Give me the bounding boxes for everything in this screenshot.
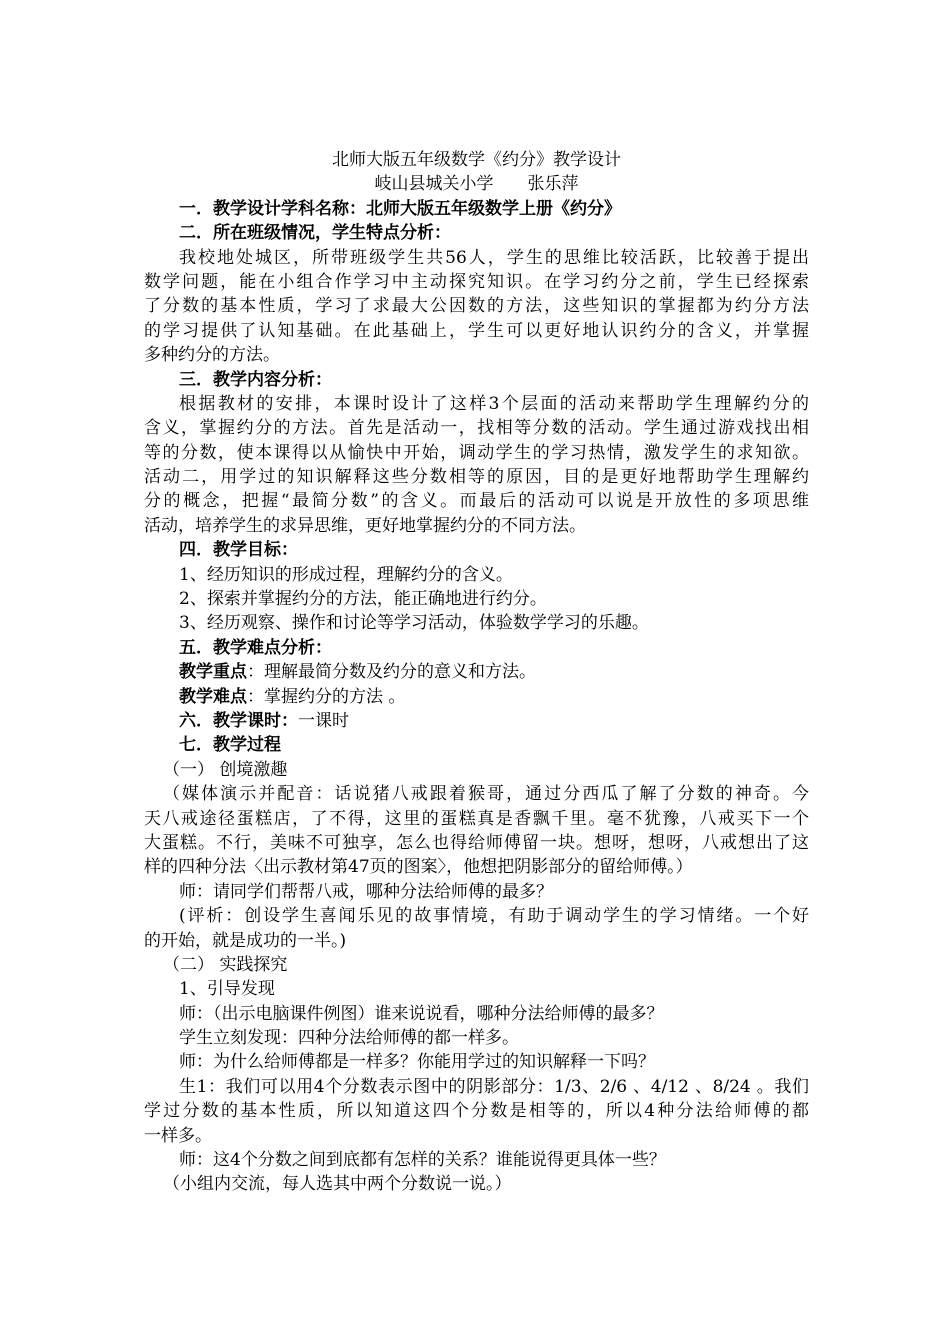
paragraph-line: 活动二，用学过的知识解释这些分数相等的原因，目的是更好地帮助学生理解约: [144, 467, 809, 488]
teacher-question: 师：请同学们帮帮八戒，哪种分法给师傅的最多？: [179, 881, 553, 902]
goal-item: 3、经历观察、操作和讨论等学习活动，体验数学学习的乐趣。: [179, 613, 649, 634]
section-6-line: [144, 709, 809, 733]
teacher-question: 师：这4个分数之间到底都有怎样的关系？谁能说得更具体一些？: [179, 1150, 666, 1171]
document-title: 北师大版五年级数学《约分》教学设计: [332, 150, 621, 170]
paragraph-line: 分的概念，把握“最简分数”的含义。而最后的活动可以说是开放性的多项思维: [144, 491, 809, 512]
goal-item: 2、探索并掌握约分的方法，能正确地进行约分。: [179, 589, 547, 610]
key-point-text: ：理解最简分数及约分的意义和方法。: [247, 662, 536, 683]
paragraph-line: 天八戒途径蛋糕店，了不得，这里的蛋糕真是香飘千里。毫不犹豫，八戒买下一个: [144, 808, 809, 829]
section-2-paragraph: [144, 246, 809, 368]
paragraph-line: 含义，掌握约分的方法。首先是活动一，找相等分数的活动。学生通过游戏找出相: [144, 418, 809, 439]
paragraph-line: (评析：创设学生喜闻乐见的故事情境，有助于调动学生的学习情绪。一个好: [179, 906, 809, 927]
key-point-line: [144, 660, 809, 684]
key-point-label: 教学重点: [179, 662, 247, 683]
media-paragraph: [144, 782, 809, 880]
paragraph-line: （媒体演示并配音：话说猪八戒跟着猴哥，通过分西瓜了解了分数的神奇。今: [163, 784, 809, 805]
paragraph-line: 数学问题，能在小组合作学习中主动探究知识。在学习约分之前，学生已经探索: [144, 271, 809, 292]
document-page: [144, 148, 809, 1197]
student-answer-paragraph: [144, 1075, 809, 1148]
paragraph-line: 的学习提供了认知基础。在此基础上，学生可以更好地认识约分的含义，并掌握: [144, 320, 809, 341]
comment-paragraph: [144, 904, 809, 953]
section-5-heading: 五．教学难点分析：: [179, 637, 332, 658]
paragraph-line: 样的四种分法〈出示教材第47页的图案〉，他想把阴影部分的留给师傅。）: [144, 857, 693, 878]
subsection-heading: （一） 创境激趣: [163, 759, 288, 780]
section-2-heading: 二．所在班级情况，学生特点分析：: [179, 223, 451, 244]
paragraph-line: 多种约分的方法。: [144, 345, 280, 366]
paragraph-line: 生1：我们可以用4个分数表示图中的阴影部分：1/3、2/6 、4/12 、8/24 。我们: [179, 1076, 809, 1097]
section-3-paragraph: [144, 392, 809, 538]
paragraph-line: 根据教材的安排，本课时设计了这样3个层面的活动来帮助学生理解约分的: [179, 393, 809, 414]
student-answer: 学生立刻发现：四种分法给师傅的都一样多。: [179, 1028, 519, 1049]
paragraph-line: 了分数的基本性质，学习了求最大公因数的方法，这些知识的掌握都为约分方法: [144, 296, 809, 317]
paragraph-line: 一样多。: [144, 1125, 212, 1146]
paragraph-line: 我校地处城区，所带班级学生共56人，学生的思维比较活跃，比较善于提出: [179, 247, 809, 268]
section-6-heading: 六．教学课时：: [179, 710, 298, 731]
step-heading: 1、引导发现: [179, 979, 275, 1000]
paragraph-line: 等的分数，使本课得以从愉快中开始，调动学生的学习热情，激发学生的求知欲。: [144, 442, 809, 463]
difficult-point-label: 教学难点: [179, 686, 247, 707]
paragraph-line: 的开始，就是成功的一半。): [144, 930, 347, 951]
section-7-heading: 七．教学过程: [179, 735, 281, 756]
group-note: （小组内交流，每人选其中两个分数说一说。）: [163, 1174, 512, 1195]
teacher-question: 师：为什么给师傅都是一样多？你能用学过的知识解释一下吗？: [179, 1052, 655, 1073]
teacher-question: 师：（出示电脑课件例图）谁来说说看，哪种分法给师傅的最多？: [179, 1003, 664, 1024]
subsection-heading: （二） 实践探究: [163, 954, 288, 975]
paragraph-line: 学过分数的基本性质，所以知道这四个分数是相等的，所以4种分法给师傅的都: [144, 1101, 809, 1122]
goal-item: 1、经历知识的形成过程，理解约分的含义。: [179, 564, 513, 585]
difficult-point-text: ：掌握约分的方法 。: [247, 686, 406, 707]
paragraph-line: 大蛋糕。不行，美味不可独享，怎么也得给师傅留一块。想呀，想呀，八戒想出了这: [144, 832, 809, 853]
section-1-heading: 一．教学设计学科名称：北师大版五年级数学上册《约分》: [179, 198, 621, 219]
paragraph-line: 活动，培养学生的求异思维，更好地掌握约分的不同方法。: [144, 515, 586, 536]
author-line: 岐山县城关小学 张乐萍: [374, 174, 579, 195]
section-3-heading: 三．教学内容分析：: [179, 369, 332, 390]
section-6-text: 一课时: [298, 710, 349, 731]
difficult-point-line: [144, 685, 809, 709]
section-4-heading: 四．教学目标：: [179, 540, 298, 561]
